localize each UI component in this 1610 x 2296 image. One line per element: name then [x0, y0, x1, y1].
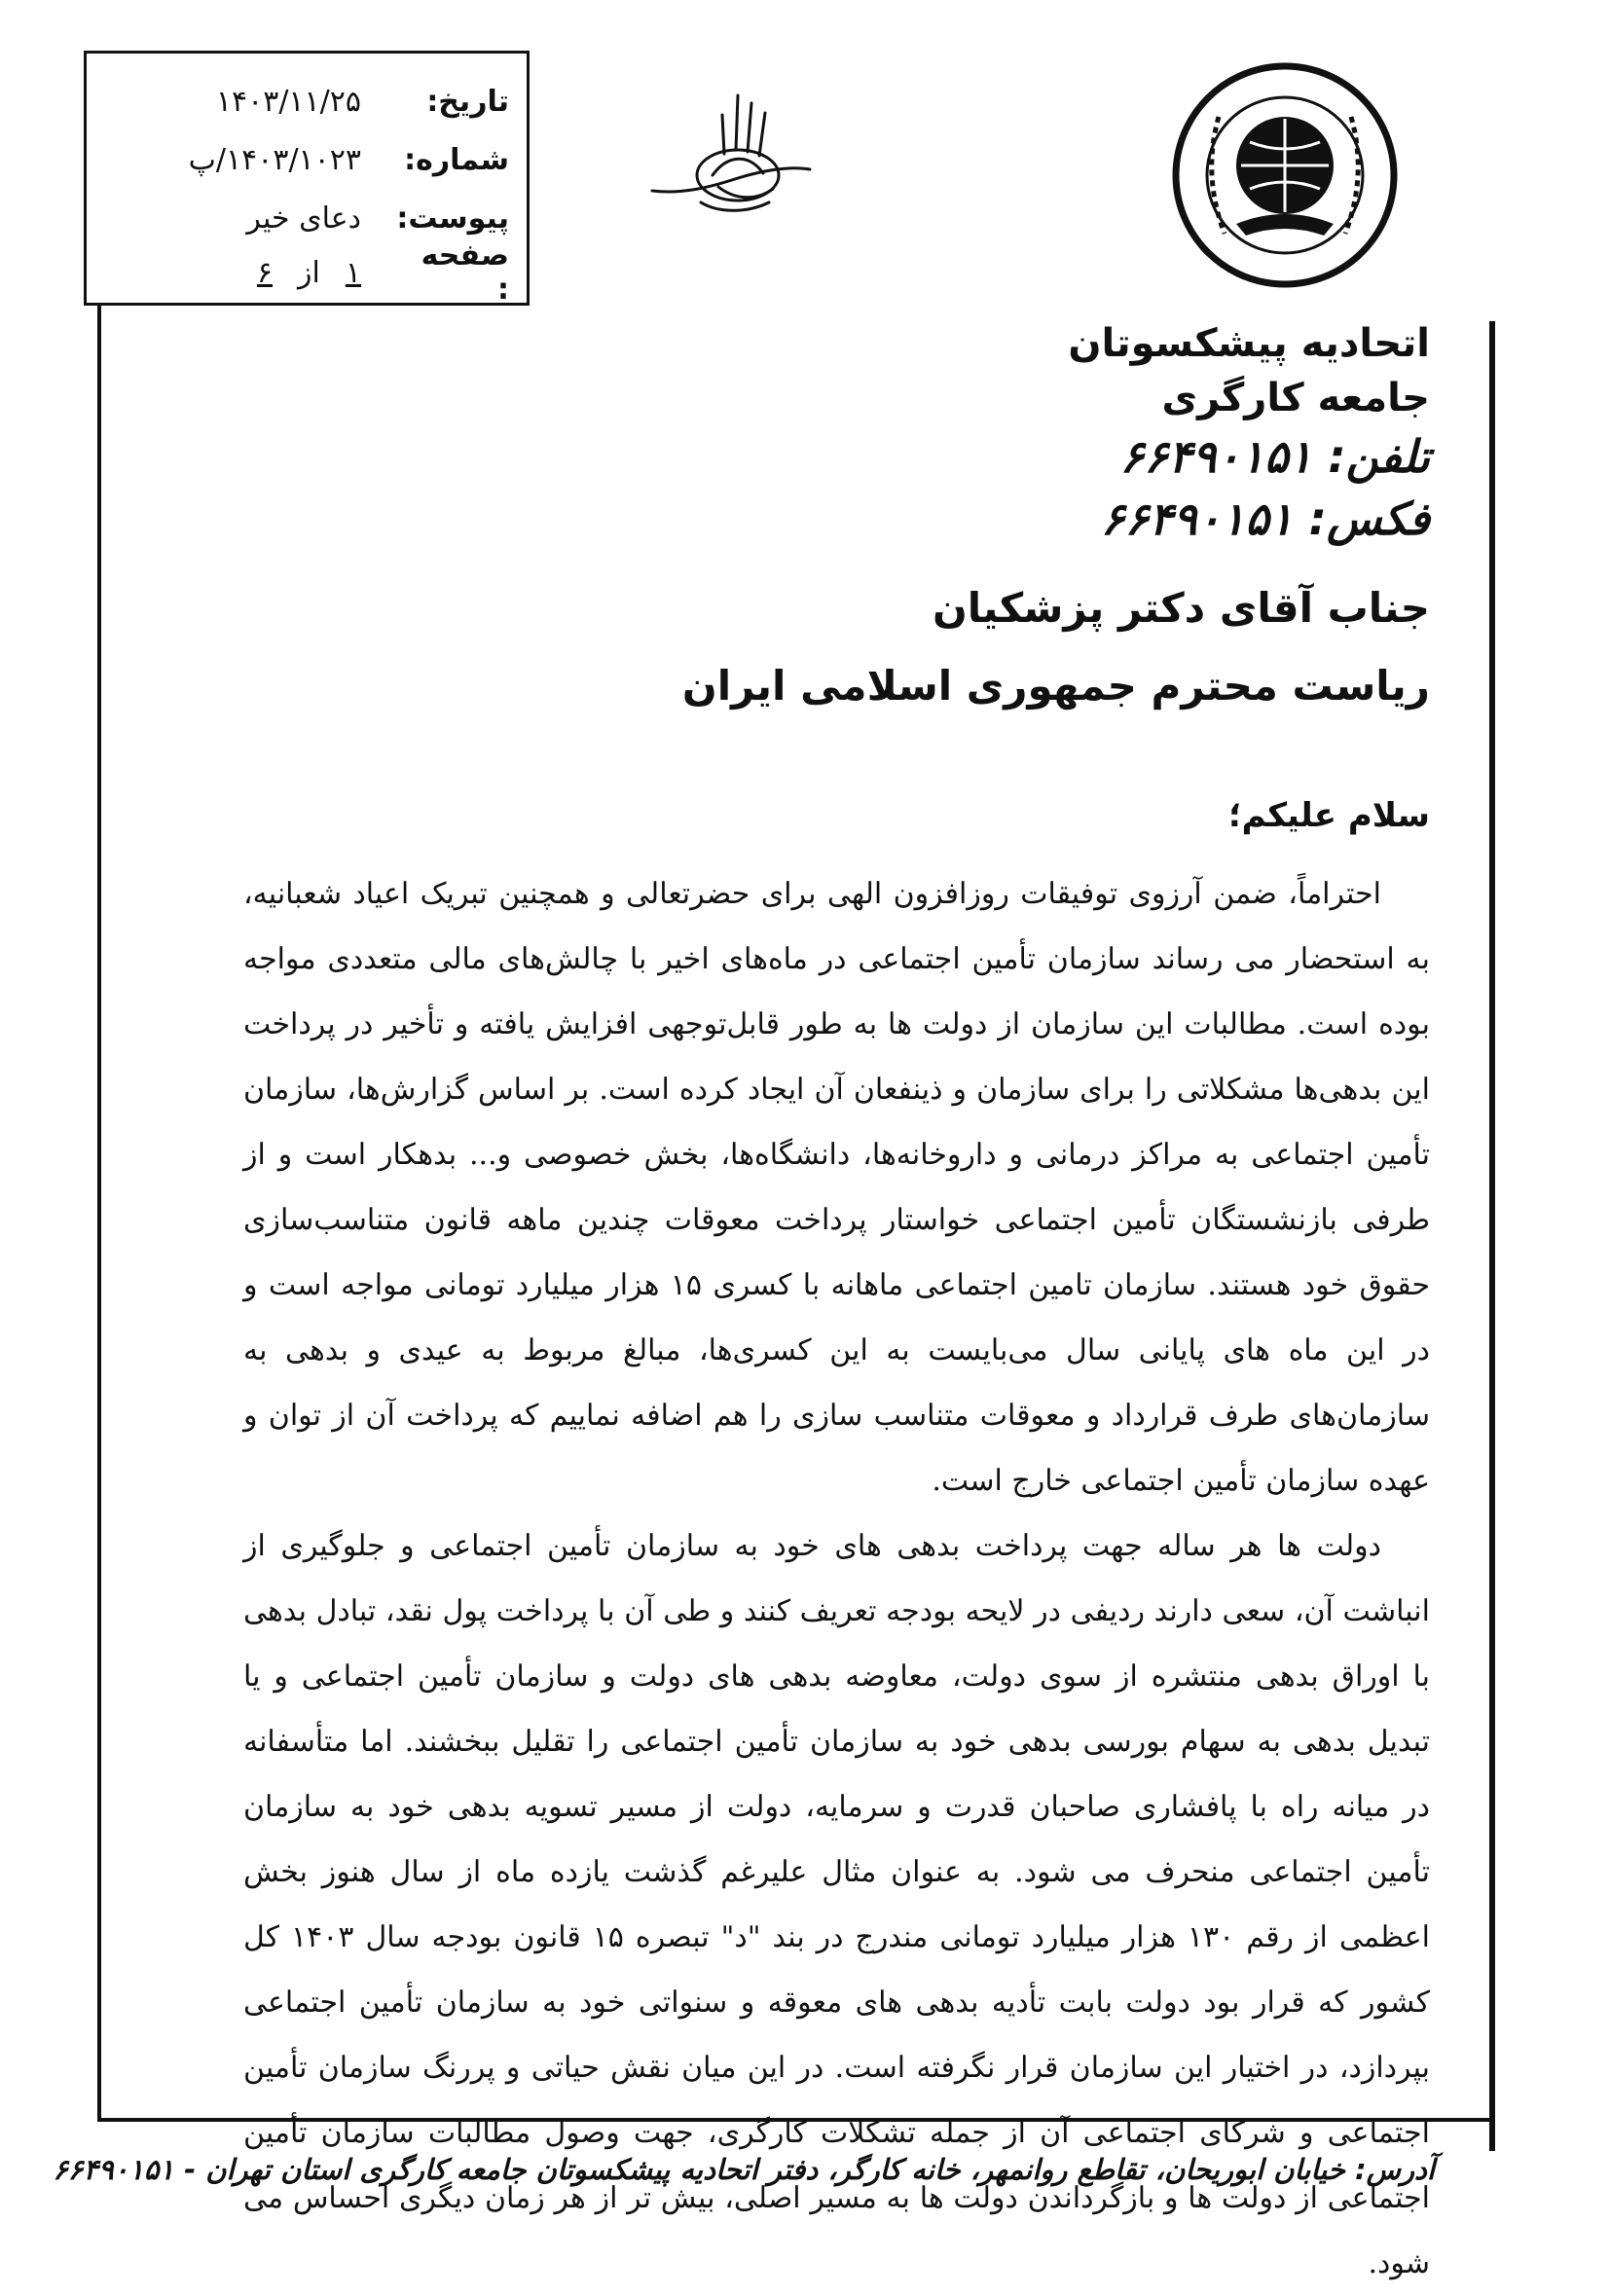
recipient-block: [682, 569, 1430, 725]
attachment-value: دعای خیر: [246, 200, 361, 236]
letter-body: [243, 861, 1430, 2296]
page-of: از: [298, 255, 320, 290]
number-value: ۱۴۰۳/۱۰۲۳/پ: [188, 142, 361, 177]
org-fax: فکس: ۶۶۴۹۰۱۵۱: [1100, 492, 1430, 545]
org-name-line1: اتحادیه پیشکسوتان: [1068, 321, 1430, 366]
attachment-row: [106, 194, 509, 242]
footer-address: آدرس: خیابان ابوریحان، تقاطع روانمهر، خانه کارگر، دفتر اتحادیه پیشکسوتان جامعه کارگری استان تهران - ۶۶۴۹۰۱۵۱: [53, 2153, 1435, 2186]
date-label: تاریخ:: [426, 84, 509, 119]
page-row: [106, 238, 509, 307]
organization-header: [1068, 316, 1430, 550]
letter-meta-box: [84, 51, 530, 306]
body-paragraph: دولت ها هر ساله جهت پرداخت بدهی های خود به سازمان تأمین اجتماعی و جلوگیری از انباشت آن، سعی دارند ردیفی در لایحه بودجه تعریف کنند و طی آن با پرداخت پول نقد، تبادل بدهی با اوراق بدهی منتشره از سوی دولت، معاوضه بدهی های دولت و سازمان تأمین اجتماعی و یا تبدیل بدهی به سهام بورسی بدهی خود به سازمان تأمین اجتماعی را تقلیل ببخشند. اما متأسفانه در میانه راه با پافشاری صاحبان قدرت و سرمایه، دولت از مسیر تسویه بدهی خود به سازمان تأمین اجتماعی منحرف می شود. به عنوان مثال علیرغم گذشت یازده ماه از سال هنوز بخش اعظمی از رقم ۱۳۰ هزار میلیارد تومانی مندرج در بند "د" تبصره ۱۵ قانون بودجه سال ۱۴۰۳ کل کشور که قرار بود دولت بابت تأدیه بدهی های معوقه و سنواتی خود به سازمان تأمین اجتماعی بپردازد، در اختیار این سازمان قرار نگرفته است. در این میان نقش حیاتی و پررنگ سازمان تأمین اجتماعی و شرکای اجتماعی آن از جمله تشکلات کارگری، جهت وصول مطالبات سازمان تأمین اجتماعی از دولت ها و بازگرداندن دولت ها به مسیر اصلی، بیش تر از هر زمان دیگری احساس می شود.: [243, 1529, 1431, 2280]
page-number: [257, 256, 361, 290]
organization-logo-icon: [1168, 58, 1402, 292]
date-row: [106, 77, 509, 126]
recipient-line2: ریاست محترم جمهوری اسلامی ایران: [681, 662, 1430, 710]
page-total: ۶: [256, 255, 274, 290]
page-current: ۱: [345, 255, 361, 290]
attachment-label: پیوست:: [396, 200, 509, 236]
number-label: شماره:: [404, 142, 509, 177]
frame-right-border: [1489, 321, 1495, 2151]
frame-left-border: [97, 306, 101, 2120]
calligraphy-signature-icon: [642, 86, 818, 232]
org-phone: تلفن: ۶۶۴۹۰۱۵۱: [1119, 430, 1430, 483]
recipient-line1: جناب آقای دکتر پزشکیان: [932, 584, 1430, 632]
date-value: ۱۴۰۳/۱۱/۲۵: [215, 84, 361, 119]
number-row: [106, 135, 509, 184]
org-name-line2: جامعه کارگری: [1161, 376, 1430, 420]
page-label: صفحه :: [421, 238, 509, 307]
greeting: سلام علیکم؛: [1227, 796, 1430, 835]
body-paragraph: احتراماً، ضمن آرزوی توفیقات روزافزون الهی برای حضرتعالی و همچنین تبریک اعیاد شعبانیه، به استحضار می رساند سازمان تأمین اجتماعی در ماه‌های اخیر با چالش‌های مالی متعددی مواجه بوده است. مطالبات این سازمان از دولت ها به طور قابل‌توجهی افزایش یافته و تأخیر در پرداخت این بدهی‌ها مشکلاتی را برای سازمان و ذینفعان آن ایجاد کرده است. بر اساس گزارش‌ها، سازمان تأمین اجتماعی به مراکز درمانی و داروخانه‌ها، دانشگاه‌ها، بخش خصوصی و... بدهکار است و از طرفی بازنشستگان تأمین اجتماعی خواستار پرداخت معوقات چندین ماهه قانون متناسب‌سازی حقوق خود هستند. سازمان تامین اجتماعی ماهانه با کسری ۱۵ هزار میلیارد تومانی مواجه است و در این ماه های پایانی سال می‌بایست به این کسری‌ها، مبالغ مربوط به عیدی و بدهی به سازمان‌های طرف قرارداد و معوقات متناسب سازی را هم اضافه نماییم که پرداخت آن از توان و عهده سازمان تأمین اجتماعی خارج است.: [243, 877, 1430, 1498]
